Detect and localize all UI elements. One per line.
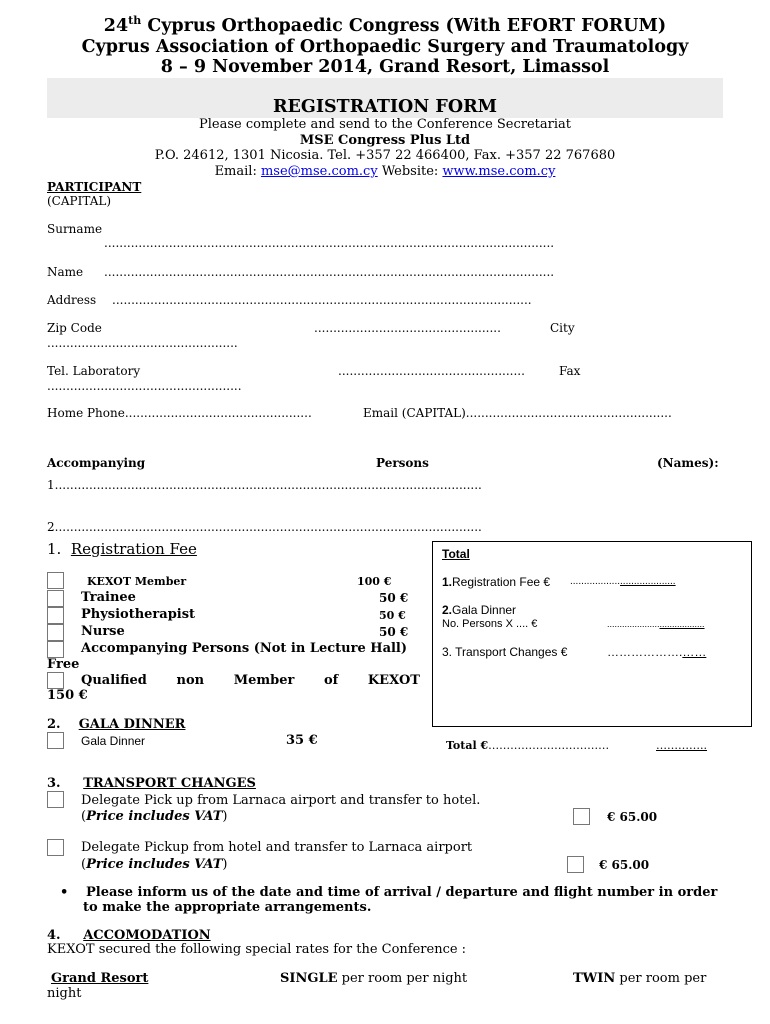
kexot-member-checkbox[interactable] <box>47 572 64 589</box>
participant-note: (CAPITAL) <box>47 194 112 208</box>
gala-dinner-label: Gala Dinner <box>81 734 146 748</box>
accompanying-names: (Names): <box>657 456 719 470</box>
company-name: MSE Congress Plus Ltd <box>299 133 471 148</box>
info-note-line-1: Please inform us of the date and time of arrival / departure and flight number in order <box>86 885 718 900</box>
night-label: night <box>47 986 82 1001</box>
pickup-airport-vat: (Price includes VAT) <box>81 809 228 824</box>
accompanying-persons-price: Free <box>47 657 80 672</box>
twin-rate-label: TWIN per room per <box>573 971 707 986</box>
kexot-member-label: KEXOT Member <box>87 575 187 588</box>
email-label: Email: <box>214 164 257 179</box>
qualified-non-member-label: Qualified non Member of KEXOT <box>81 673 420 688</box>
instruction-text: Please complete and send to the Conference Secretariat <box>198 117 572 132</box>
accompanying-persons-checkbox[interactable] <box>47 641 64 658</box>
gala-dinner-checkbox[interactable] <box>47 732 64 749</box>
grand-total-field[interactable]: …………………………… <box>488 739 610 752</box>
email-link[interactable]: mse@mse.com.cy <box>260 164 378 179</box>
transport-heading: 3. TRANSPORT CHANGES <box>47 776 256 791</box>
accompanying-persons: Persons <box>376 456 429 470</box>
total-registration-field[interactable]: ...................................... <box>570 576 676 587</box>
grand-total-row: Total €…………………………… <box>446 739 610 752</box>
participant-heading: PARTICIPANT <box>47 180 142 194</box>
physiotherapist-price: 50 € <box>379 609 406 622</box>
physiotherapist-label: Physiotherapist <box>81 607 196 622</box>
total-gala-field[interactable]: ....................................... <box>607 619 705 629</box>
single-rate-label: SINGLE per room per night <box>280 971 468 986</box>
pickup-airport-price: € 65.00 <box>607 810 658 824</box>
home-phone-field[interactable]: ................................................. <box>124 406 312 420</box>
zip-field[interactable]: ................................................. <box>314 321 501 335</box>
registration-heading: 1. Registration Fee <box>47 540 197 558</box>
congress-title: 24th Cyprus Orthopaedic Congress (With EFORT FORUM) <box>103 14 667 36</box>
company-address: P.O. 24612, 1301 Nicosia. Tel. +357 22 466400, Fax. +357 22 767680 <box>154 148 616 163</box>
qualified-non-member-checkbox[interactable] <box>47 672 64 689</box>
accompanying-label: Accompanying <box>47 456 146 470</box>
address-field[interactable]: .............................................................................................................. <box>112 293 532 307</box>
pickup-airport-price-checkbox[interactable] <box>573 808 590 825</box>
total-registration-row: 1.Registration Fee € <box>442 575 551 589</box>
total-transport-field[interactable]: ……………….…… <box>607 645 707 659</box>
total-gala-persons: No. Persons X .... € <box>442 618 538 630</box>
total-box-title: Total <box>442 547 470 561</box>
nurse-price: 50 € <box>379 625 409 639</box>
email-row: Email (CAPITAL)...................................................... <box>363 406 672 420</box>
kexot-member-price: 100 € <box>357 575 392 588</box>
total-box <box>432 541 752 727</box>
pickup-hotel-price: € 65.00 <box>599 858 650 872</box>
hotel-name: Grand Resort <box>51 971 149 986</box>
name-field[interactable]: ...................................................................................................................... <box>104 265 555 279</box>
info-note-line-2: to make the appropriate arrangements. <box>83 900 372 915</box>
grand-total-field-end[interactable]: ………….. <box>656 739 707 752</box>
total-transport-row: 3. Transport Changes € <box>442 645 568 659</box>
participant-email-field[interactable]: ...................................................... <box>465 406 672 420</box>
gala-dinner-price: 35 € <box>286 733 318 748</box>
accommodation-intro: KEXOT secured the following special rates for the Conference : <box>47 942 467 957</box>
address-label: Address <box>47 293 97 307</box>
association-title: Cyprus Association of Orthopaedic Surgery and Traumatology <box>81 37 689 57</box>
trainee-checkbox[interactable] <box>47 590 64 607</box>
accompanying-line-2[interactable]: 2................................................................................................................ <box>47 520 482 534</box>
website-link[interactable]: www.mse.com.cy <box>442 164 556 179</box>
city-label: City <box>550 321 575 335</box>
website-label: Website: <box>381 164 439 179</box>
pickup-hotel-checkbox[interactable] <box>47 839 64 856</box>
city-field[interactable]: .................................................. <box>47 336 238 350</box>
qualified-non-member-price: 150 € <box>47 688 88 703</box>
pickup-airport-checkbox[interactable] <box>47 791 64 808</box>
surname-field[interactable]: ...................................................................................................................... <box>104 236 555 250</box>
accompanying-line-1[interactable]: 1................................................................................................................ <box>47 478 482 492</box>
accompanying-persons-label: Accompanying Persons (Not in Lecture Hall) <box>81 641 408 656</box>
form-title: REGISTRATION FORM <box>273 97 497 117</box>
tel-field[interactable]: ................................................. <box>338 364 525 378</box>
nurse-label: Nurse <box>81 624 125 639</box>
contact-line <box>0 164 770 179</box>
pickup-hotel-text: Delegate Pickup from hotel and transfer to Larnaca airport <box>81 840 473 855</box>
surname-label: Surname <box>47 222 103 236</box>
fax-label: Fax <box>559 364 581 378</box>
name-label: Name <box>47 265 84 279</box>
physiotherapist-checkbox[interactable] <box>47 607 64 624</box>
tel-label: Tel. Laboratory <box>47 364 141 378</box>
gala-heading: 2. GALA DINNER <box>47 717 186 732</box>
pickup-hotel-price-checkbox[interactable] <box>567 856 584 873</box>
zip-label: Zip Code <box>47 321 102 335</box>
nurse-checkbox[interactable] <box>47 624 64 641</box>
trainee-price: 50 € <box>379 591 409 605</box>
pickup-hotel-vat: (Price includes VAT) <box>81 857 228 872</box>
total-gala-row: 2.Gala Dinner <box>442 603 517 617</box>
fax-field[interactable]: ................................................... <box>47 379 242 393</box>
home-phone-row: Home Phone................................................. <box>47 406 312 420</box>
accommodation-heading: 4. ACCOMODATION <box>47 928 211 943</box>
pickup-airport-text: Delegate Pick up from Larnaca airport and transfer to hotel. <box>81 793 481 808</box>
trainee-label: Trainee <box>81 590 136 605</box>
info-bullet: • <box>60 885 69 900</box>
congress-dates: 8 – 9 November 2014, Grand Resort, Limassol <box>160 57 610 77</box>
